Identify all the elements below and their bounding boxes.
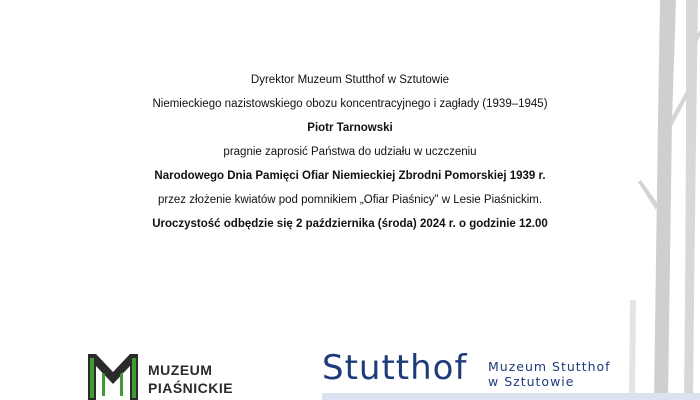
museum-name-line1: MUZEUM	[148, 362, 213, 378]
ceremony-date: Uroczystość odbędzie się 2 października (środa) 2024 r. o godzinie 12.00	[152, 218, 548, 230]
director-name: Piotr Tarnowski	[307, 122, 393, 134]
stutthof-wordmark: Stutthof	[322, 348, 468, 388]
stutthof-subtitle-line1: Muzeum Stutthof	[488, 359, 611, 374]
muzeum-piasnickie-logo	[86, 348, 266, 400]
museum-m-icon	[86, 352, 140, 400]
footer-divider	[322, 393, 700, 400]
ceremony-description: przez złożenie kwiatów pod pomnikiem „Ofiar Piaśnicy” w Lesie Piaśnickim.	[157, 194, 543, 206]
director-title: Dyrektor Muzeum Stutthof w Sztutowie	[250, 74, 450, 86]
invitation-text	[0, 72, 700, 240]
camp-description: Niemieckiego nazistowskiego obozu koncentracyjnego i zagłady (1939–1945)	[152, 98, 548, 110]
stutthof-subtitle-line2: w Sztutowie	[488, 374, 575, 389]
event-name: Narodowego Dnia Pamięci Ofiar Niemieckiej Zbrodni Pomorskiej 1939 r.	[154, 170, 546, 182]
museum-name-line2: PIAŚNICKIE	[148, 380, 234, 396]
invitation-sentence: pragnie zaprosić Państwa do udziału w uczczeniu	[223, 146, 477, 158]
